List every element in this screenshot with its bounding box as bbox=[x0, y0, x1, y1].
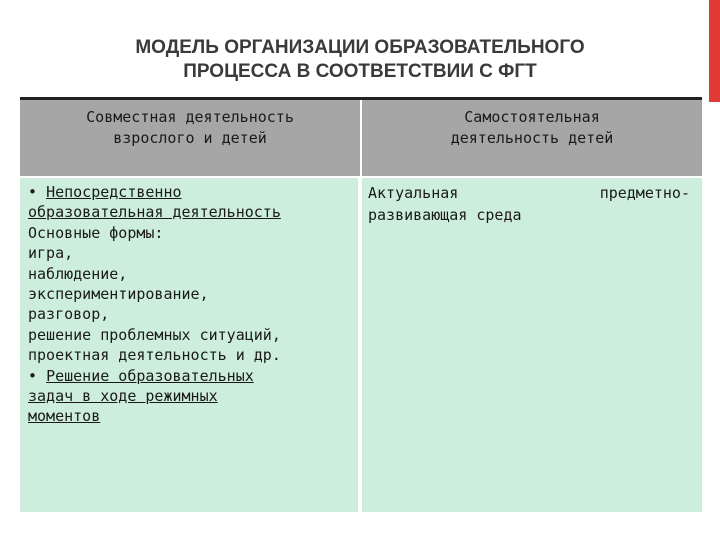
right-word-2: предметно- bbox=[599, 184, 690, 202]
form-item: проектная деятельность и др. bbox=[28, 346, 281, 365]
form-item: разговор, bbox=[28, 305, 110, 324]
cell-independent-activity bbox=[362, 176, 702, 512]
bullet-2-line-1 bbox=[28, 366, 358, 386]
header-joint-activity bbox=[20, 100, 360, 176]
header-left-line-2: взрослого и детей bbox=[113, 129, 267, 147]
bullet-marker: • bbox=[28, 366, 38, 385]
right-line-2: развивающая среда bbox=[368, 206, 522, 224]
form-item: игра, bbox=[28, 244, 74, 263]
header-left-line-1: Совместная деятельность bbox=[86, 108, 294, 126]
title-line-2: ПРОЦЕССА В СООТВЕТСТВИИ С ФГТ bbox=[183, 61, 537, 82]
form-item: экспериментирование, bbox=[28, 285, 209, 304]
title-line-1: МОДЕЛЬ ОРГАНИЗАЦИИ ОБРАЗОВАТЕЛЬНОГО bbox=[135, 37, 585, 58]
form-item: решение проблемных ситуаций, bbox=[28, 325, 281, 344]
bullet-2-text: Решение образовательных bbox=[46, 366, 254, 385]
model-table bbox=[20, 97, 702, 512]
bullet-2-line-3: моментов bbox=[28, 407, 101, 426]
accent-bar bbox=[709, 0, 720, 102]
bullet-1-line-2: образовательная деятельность bbox=[28, 203, 281, 222]
slide-title bbox=[40, 36, 680, 84]
right-word-1: Актуальная bbox=[368, 184, 459, 202]
form-item: наблюдение, bbox=[28, 264, 128, 283]
header-right-line-1: Самостоятельная bbox=[464, 108, 600, 126]
bullet-2-line-2: задач в ходе режимных bbox=[28, 387, 218, 406]
bullet-1-text: Непосредственно bbox=[46, 183, 182, 201]
cell-joint-activity bbox=[20, 176, 360, 512]
forms-heading: Основные формы: bbox=[28, 223, 164, 242]
right-line-1 bbox=[368, 182, 690, 204]
bullet-marker: • bbox=[28, 183, 38, 201]
bullet-1-line-1 bbox=[28, 182, 358, 202]
header-right-line-2: деятельность детей bbox=[450, 129, 614, 147]
header-independent-activity bbox=[362, 100, 702, 176]
